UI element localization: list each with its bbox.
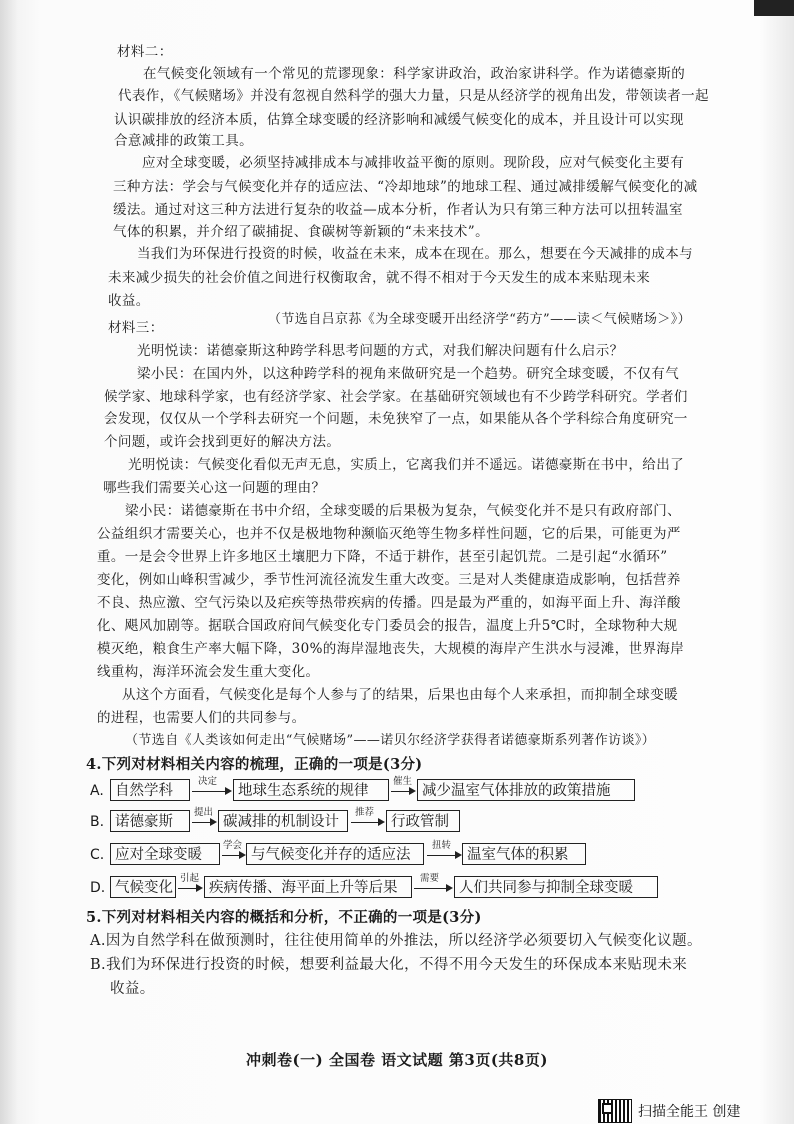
flow-verb: 提出 <box>194 807 214 818</box>
material3-line: 模灭绝，粮食生产率大幅下降，30%的海岸湿地丧失，大规模的海岸产生洪水与浸滩，世界海岸 <box>97 641 685 657</box>
q4-option-d[interactable] <box>90 873 710 902</box>
material2-line: 气体的积累，并介绍了碳捕捉、食碳树等新颖的“未来技术”。 <box>113 224 490 240</box>
material3-line: 哪些我们需要关心这一问题的理由？ <box>103 480 326 496</box>
material3-line: 梁小民：在国内外，以这种跨学科的视角来做研究是一个趋势。研究全球变暖，不仅有气 <box>137 366 680 382</box>
material2-line: 合意减排的政策工具。 <box>114 133 253 149</box>
q5-option-b-cont: 收益。 <box>110 981 155 997</box>
option-letter: B. <box>90 814 105 830</box>
flow-box: 行政管制 <box>386 810 460 832</box>
flow-box: 气候变化 <box>110 876 176 898</box>
page-footer: 冲刺卷(一) 全国卷 语文试题 第3页(共8页) <box>246 1051 548 1069</box>
material2-line: 认识碳排放的经济本质，估算全球变暖的经济影响和减缓气候变化的成本，并且设计可以实现 <box>114 112 684 128</box>
flow-arrow <box>414 888 451 889</box>
flow-arrow <box>192 791 230 792</box>
material2-line: 应对全球变暖，必须坚持减排成本与减排收益平衡的原则。现阶段，应对气候变化主要有 <box>142 155 685 171</box>
material2-line: 缓法。通过对这三种方法进行复杂的收益—成本分析，作者认为只有第三种方法可以扭转温室 <box>113 202 683 218</box>
flow-verb: 学会 <box>223 840 243 851</box>
flow-arrow <box>351 822 383 823</box>
flow-box: 与气候变化并存的适应法 <box>246 843 424 865</box>
material3-line: 光明悦读：气候变化看似无声无息，实质上，它离我们并不遥远。诺德豪斯在书中，给出了 <box>128 457 684 473</box>
flow-box: 自然学科 <box>110 779 190 801</box>
option-letter: A. <box>90 783 104 799</box>
option-letter: D. <box>90 880 106 896</box>
material3-line: 个问题，或许会找到更好的解决方法。 <box>104 434 341 450</box>
q4-option-a[interactable] <box>90 776 710 805</box>
flow-verb: 引起 <box>180 873 200 884</box>
flow-box: 诺德豪斯 <box>110 810 190 832</box>
material3-line: 梁小民：诺德豪斯在书中介绍，全球变暖的后果极为复杂，气候变化并不是只有政府部门、 <box>125 503 681 519</box>
flow-verb: 需要 <box>420 873 440 884</box>
material3-line: 候学家、地球科学家，也有经济学家、社会学家。在基础研究领域也有不少跨学科研究。学者们 <box>104 389 688 405</box>
flow-arrow <box>391 791 414 792</box>
flow-box: 地球生态系统的规律 <box>233 779 389 801</box>
flow-box: 减少温室气体排放的政策措施 <box>417 779 635 801</box>
material3-line: 变化，例如山峰积雪减少，季节性河流径流发生重大改变。三是对人类健康造成影响，包括营养 <box>97 572 681 588</box>
scanner-watermark: 扫描全能王 创建 <box>638 1104 741 1120</box>
material2-line: 当我们为环保进行投资的时候，收益在未来，成本在现在。那么，想要在今天减排的成本与 <box>137 246 693 262</box>
flow-verb: 决定 <box>198 776 218 787</box>
material2-line: 在气候变化领域有一个常见的荒谬现象：科学家讲政治，政治家讲科学。作为诺德豪斯的 <box>143 66 686 82</box>
flow-verb: 催生 <box>393 776 413 787</box>
material2-source: （节选自吕京荪《为全球变暖开出经济学“药方”——读＜气候赌场＞》） <box>268 312 691 327</box>
material3-line: 化、飓风加剧等。据联合国政府间气候变化专门委员会的报告，温度上升5℃时，全球物种大规 <box>97 618 678 634</box>
qr-code-icon <box>598 1099 632 1123</box>
material2-line: 代表作，《气候赌场》并没有忽视自然科学的强大力量，只是从经济学的视角出发，带领读者一起 <box>118 88 709 104</box>
flow-box: 碳减排的机制设计 <box>218 810 348 832</box>
material3-line: 线重构，海洋环流会发生重大变化。 <box>97 664 320 680</box>
material3-line: 公益组织才需要关心，也并不仅是极地物种濒临灭绝等生物多样性问题，它的后果，可能更为严 <box>97 526 681 542</box>
material3-line: 从这个方面看，气候变化是每个人参与了的结果，后果也由每个人来承担，而抑制全球变暖 <box>122 687 678 703</box>
flow-box: 人们共同参与抑制全球变暖 <box>454 876 658 898</box>
flow-box: 温室气体的积累 <box>462 843 586 865</box>
material3-heading: 材料三： <box>108 320 164 336</box>
flow-arrow <box>178 888 201 889</box>
material2-line: 未来减少损失的社会价值之间进行权衡取舍，就不得不相对于今天发生的成本来贴现未来 <box>108 270 651 286</box>
material3-source: （节选自《人类该如何走出“气候赌场”——诺贝尔经济学获得者诺德豪斯系列著作访谈》） <box>125 733 656 748</box>
material2-line: 三种方法：学会与气候变化并存的适应法、“冷却地球”的地球工程、通过减排缓解气候变化的减 <box>113 179 698 195</box>
flow-arrow <box>222 855 244 856</box>
material3-line: 重。一是会令世界上许多地区土壤肥力下降，不适于耕作，甚至引起饥荒。二是引起“水循环” <box>97 549 668 565</box>
option-letter: C. <box>90 847 105 863</box>
q4-stem: 4.下列对材料相关内容的梳理，正确的一项是(3分) <box>86 756 423 773</box>
material3-line: 会发现，仅仅从一个学科去研究一个问题，未免狭窄了一点，如果能从各个学科综合角度研究一 <box>104 411 688 427</box>
material2-heading: 材料二： <box>117 44 173 60</box>
flow-arrow <box>427 855 460 856</box>
q5-stem: 5.下列对材料相关内容的概括和分析，不正确的一项是(3分) <box>86 909 482 926</box>
flow-arrow <box>192 822 215 823</box>
flow-box: 应对全球变暖 <box>110 843 220 865</box>
material3-line: 的进程，也需要人们的共同参与。 <box>97 710 306 726</box>
material3-line: 不良、热应激、空气污染以及疟疾等热带疾病的传播。四是最为严重的，如海平面上升、海洋酸 <box>97 595 681 611</box>
material2-line: 收益。 <box>108 293 150 309</box>
q4-option-c[interactable] <box>90 840 710 869</box>
q5-option-a[interactable]: A.因为自然学科在做预测时，往往使用简单的外推法，所以经济学必须要切入气候变化议题。 <box>90 933 702 949</box>
scan-edge-mark <box>754 0 794 16</box>
flow-verb: 扭转 <box>432 840 452 851</box>
q4-option-b[interactable] <box>90 807 710 836</box>
material3-line: 光明悦读：诺德豪斯这种跨学科思考问题的方式，对我们解决问题有什么启示？ <box>137 343 624 359</box>
flow-verb: 推荐 <box>355 807 375 818</box>
flow-box: 疾病传播、海平面上升等后果 <box>204 876 412 898</box>
q5-option-b[interactable]: B.我们为环保进行投资的时候，想要利益最大化，不得不用今天发生的环保成本来贴现未来 <box>90 957 688 973</box>
